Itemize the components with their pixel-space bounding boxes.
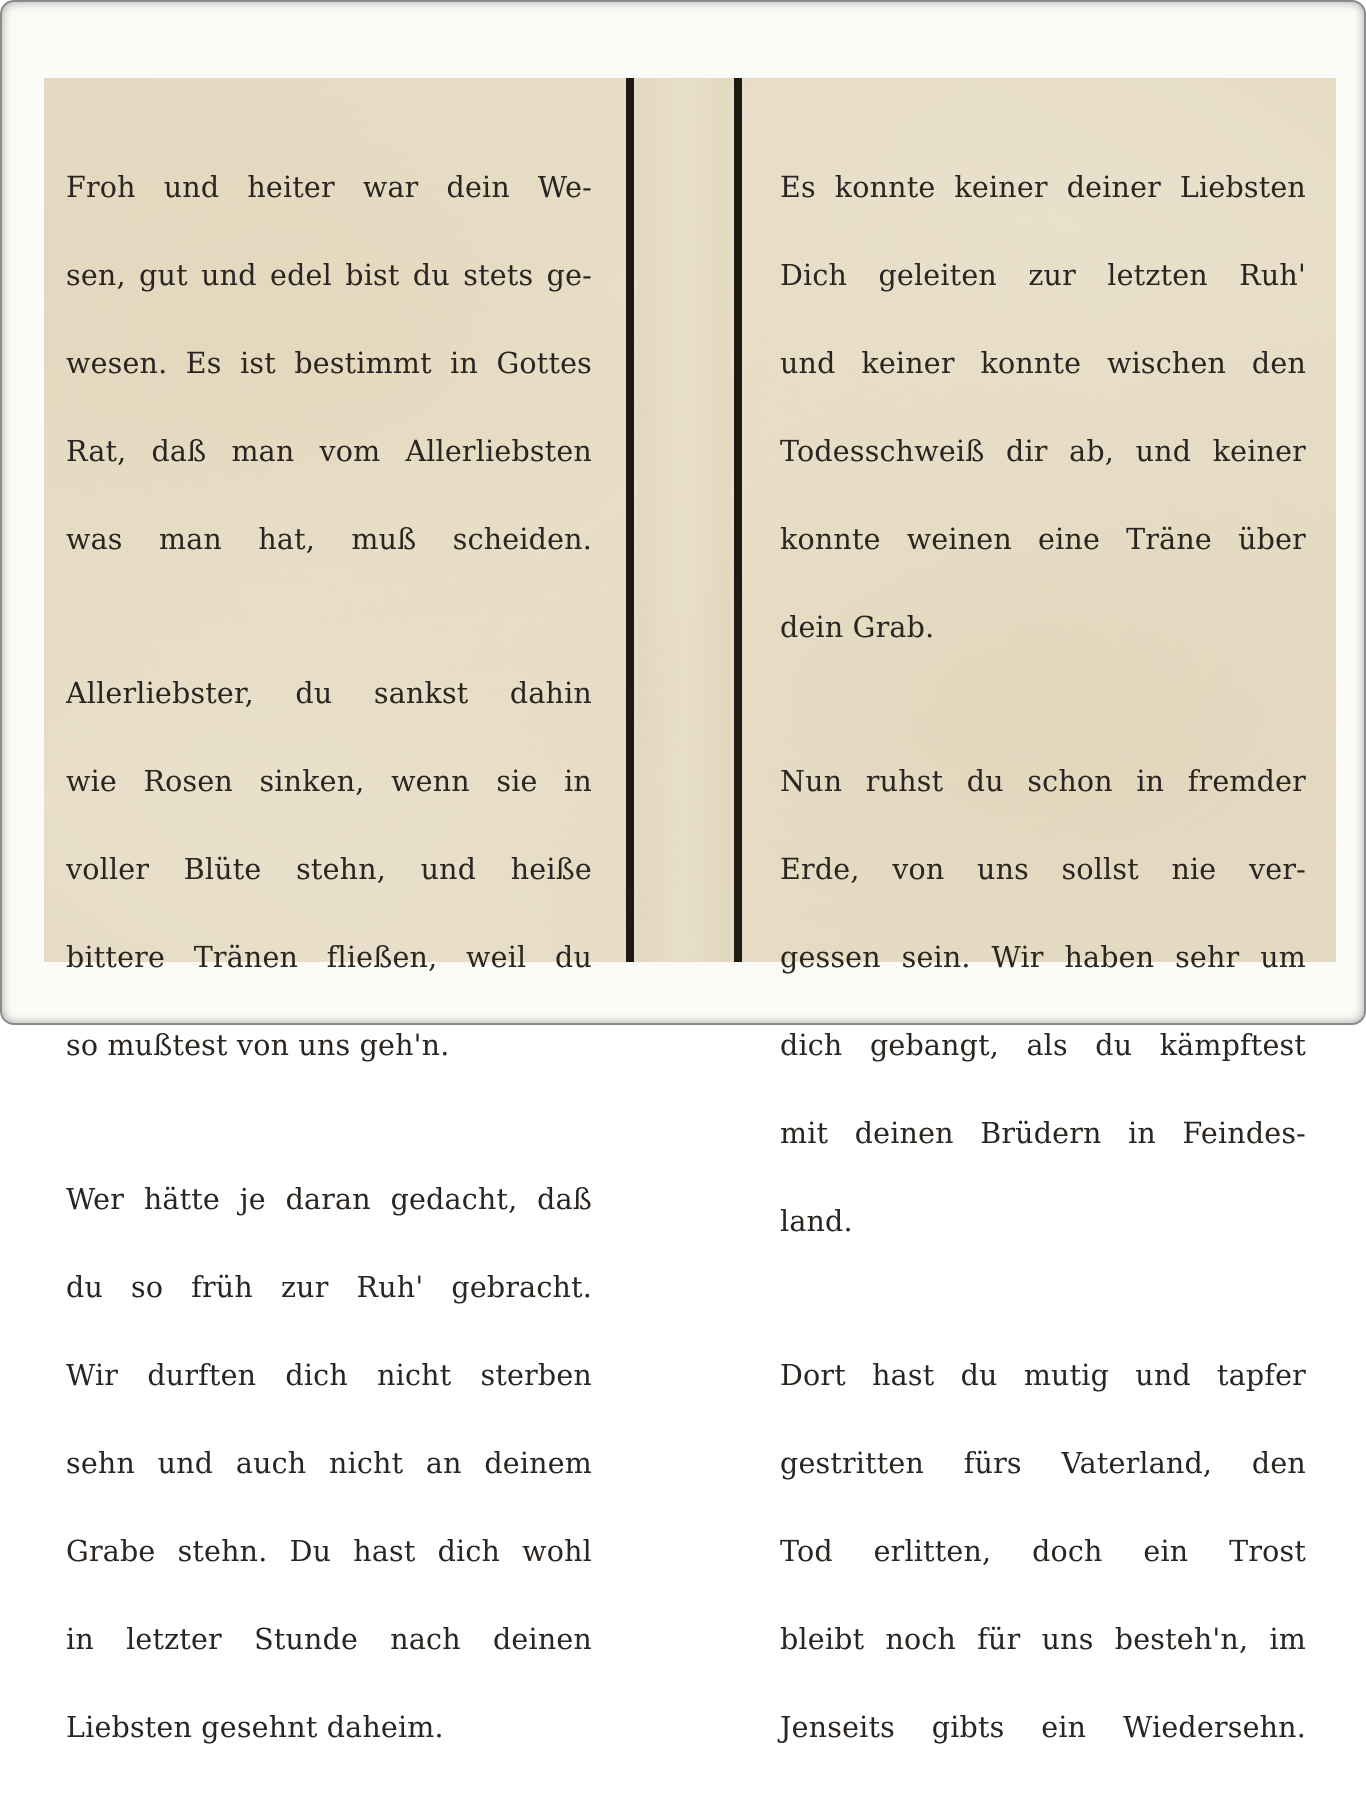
text-line: voller Blüte stehn, und heiße	[66, 853, 592, 886]
text-line: sehn und auch nicht an deinem	[66, 1447, 592, 1480]
text-line: Liebsten gesehnt daheim.	[66, 1711, 444, 1744]
text-line: Froh und heiter war dein We-	[66, 171, 592, 204]
stanza	[780, 716, 1306, 1288]
memorial-card	[44, 78, 1336, 1744]
card-fold	[638, 78, 730, 962]
text-line: was man hat, muß scheiden.	[66, 523, 592, 556]
text-line: Erde, von uns sollst nie ver-	[780, 853, 1306, 886]
stanza	[780, 1310, 1306, 1794]
text-line: und keiner konnte wischen den	[780, 347, 1306, 380]
left-divider-rule	[626, 78, 634, 962]
text-line: Dich geleiten zur letzten Ruh'	[780, 259, 1306, 292]
text-line: du so früh zur Ruh' gebracht.	[66, 1271, 592, 1304]
text-line: so mußtest von uns geh'n.	[66, 1029, 450, 1062]
stanza	[66, 122, 592, 606]
text-line: gessen sein. Wir haben sehr um	[780, 941, 1306, 974]
text-line: bleibt noch für uns besteh'n, im	[780, 1623, 1306, 1656]
right-text-column	[780, 122, 1306, 1816]
text-line: dich gebangt, als du kämpftest	[780, 1029, 1306, 1062]
text-line: wie Rosen sinken, wenn sie in	[66, 765, 592, 798]
text-line: dein Grab.	[780, 611, 935, 644]
text-line: Jenseits gibts ein Wiedersehn.	[780, 1711, 1306, 1744]
right-divider-rule	[734, 78, 742, 962]
text-line: gestritten fürs Vaterland, den	[780, 1447, 1306, 1480]
text-line: mit deinen Brüdern in Feindes-	[780, 1117, 1306, 1150]
stanza	[66, 628, 592, 1112]
text-line: Nun ruhst du schon in fremder	[780, 765, 1306, 798]
text-line: Dort hast du mutig und tapfer	[780, 1359, 1306, 1392]
text-line: Wer hätte je daran gedacht, daß	[66, 1183, 592, 1216]
stanza	[66, 1134, 592, 1794]
text-line: Rat, daß man vom Allerliebsten	[66, 435, 592, 468]
text-line: in letzter Stunde nach deinen	[66, 1623, 592, 1656]
text-line: Todesschweiß dir ab, und keiner	[780, 435, 1306, 468]
text-line: land.	[780, 1205, 853, 1238]
text-line: Tod erlitten, doch ein Trost	[780, 1535, 1306, 1568]
text-line: wesen. Es ist bestimmt in Gottes	[66, 347, 592, 380]
text-line: Allerliebster, du sankst dahin	[66, 677, 592, 710]
text-line: sen, gut und edel bist du stets ge-	[66, 259, 592, 292]
text-line: Es konnte keiner deiner Liebsten	[780, 171, 1306, 204]
text-line: konnte weinen eine Träne über	[780, 523, 1306, 556]
left-text-column	[66, 122, 592, 1816]
text-line: Grabe stehn. Du hast dich wohl	[66, 1535, 592, 1568]
text-line: bittere Tränen fließen, weil du	[66, 941, 592, 974]
stanza	[780, 122, 1306, 694]
text-line: Wir durften dich nicht sterben	[66, 1359, 592, 1392]
